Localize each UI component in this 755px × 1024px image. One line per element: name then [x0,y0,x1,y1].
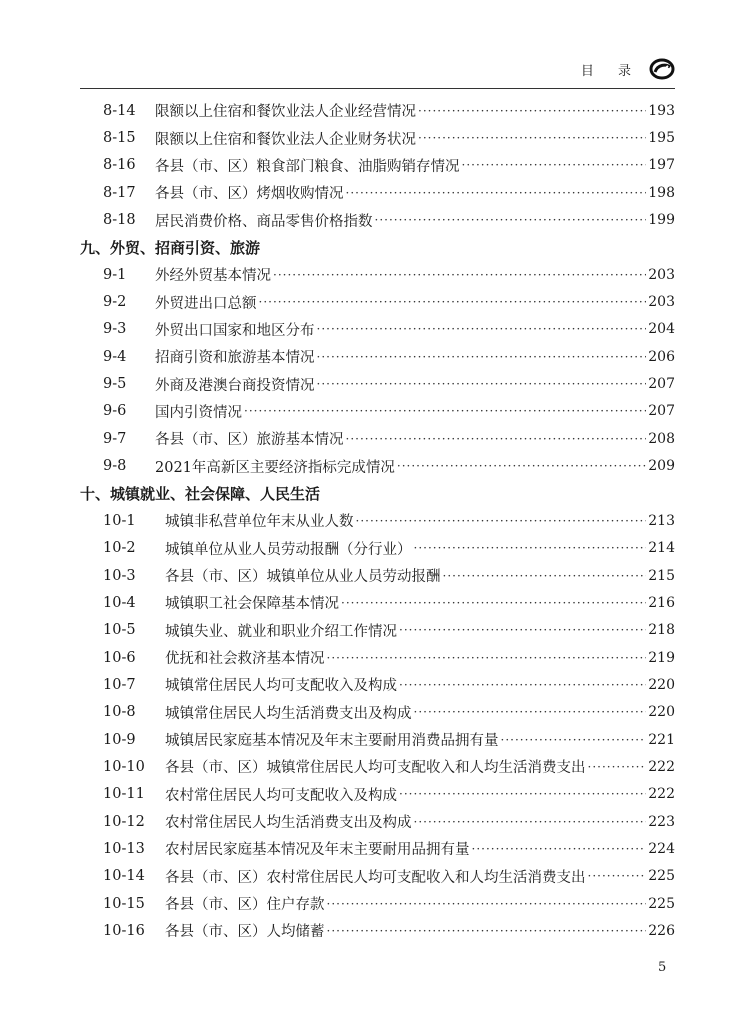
toc-entry[interactable] [80,917,675,944]
dot-leader [317,322,647,336]
toc-entry-title: 城镇常住居民人均可支配收入及构成 [165,678,397,695]
toc-entry-code: 10-1 [103,512,136,529]
toc-entry[interactable] [80,562,675,589]
running-header [581,58,675,80]
toc-entry[interactable] [80,835,675,862]
dot-leader [414,815,647,829]
toc-entry-title: 2021年高新区主要经济指标完成情况 [155,459,395,476]
toc-entry-title: 各县（市、区）农村常住居民人均可支配收入和人均生活消费支出 [165,869,586,886]
toc-entry-code: 9-5 [103,376,127,393]
toc-entry-title: 农村居民家庭基本情况及年末主要耐用品拥有量 [165,842,470,859]
toc-entry-page: 195 [648,130,675,147]
toc-entry-title: 外商及港澳台商投资情况 [155,377,315,394]
dot-leader [418,104,646,118]
toc-entry-title: 城镇居民家庭基本情况及年末主要耐用消费品拥有量 [165,733,499,750]
dot-leader [375,213,647,227]
toc-entry[interactable] [80,699,675,726]
toc-entry[interactable] [80,425,675,452]
dot-leader [418,131,646,145]
toc-entry-page: 198 [648,184,675,201]
toc-entry-page: 206 [648,348,675,365]
toc-entry-page: 203 [648,266,675,283]
toc-entry-title: 外经外贸基本情况 [155,268,271,285]
toc-entry-page: 220 [648,704,675,721]
dot-leader [588,869,647,883]
toc-entry-code: 10-12 [103,813,145,830]
toc-entry-page: 225 [648,868,675,885]
toc-entry-page: 209 [648,458,675,475]
toc-entry-title: 各县（市、区）人均储蓄 [165,924,325,941]
toc-entry-code: 10-15 [103,895,145,912]
section-heading[interactable]: 九、外贸、招商引资、旅游 [80,238,261,257]
toc-entry-code: 9-8 [103,458,127,475]
toc-entry-page: 220 [648,676,675,693]
toc-entry-page: 215 [648,567,675,584]
toc-entry-title: 招商引资和旅游基本情况 [155,350,315,367]
toc-entry-page: 199 [648,212,675,229]
toc-entry-code: 10-14 [103,868,145,885]
toc-entry-page: 207 [648,376,675,393]
toc-entry-title: 各县（市、区）住户存款 [165,897,325,914]
dot-leader [414,541,647,555]
dot-leader [244,404,646,418]
dot-leader [346,186,647,200]
toc-entry-code: 10-11 [103,786,145,803]
toc-entry-code: 9-6 [103,403,127,420]
toc-entry[interactable] [80,124,675,151]
toc-entry-page: 223 [648,813,675,830]
toc-entry[interactable] [80,398,675,425]
dot-leader [327,897,647,911]
toc-entry-page: 222 [648,758,675,775]
toc-entry-code: 8-14 [103,102,136,119]
dot-leader [462,158,647,172]
toc-entry[interactable] [80,863,675,890]
toc-entry[interactable] [80,781,675,808]
toc-entry[interactable] [80,808,675,835]
header-rule [80,88,675,89]
dot-leader [399,623,646,637]
toc-entry-code: 10-10 [103,758,145,775]
toc-entry-page: 222 [648,786,675,803]
toc-entry-page: 225 [648,895,675,912]
toc-entry-title: 居民消费价格、商品零售价格指数 [155,213,373,230]
toc-entry[interactable] [80,535,675,562]
toc-entry-code: 9-3 [103,321,127,338]
toc-entry-code: 9-4 [103,348,127,365]
toc-entry-title: 各县（市、区）城镇常住居民人均可支配收入和人均生活消费支出 [165,760,586,777]
toc-entry-code: 10-9 [103,731,136,748]
dot-leader [443,569,647,583]
dot-leader [273,268,646,282]
toc-entry-title: 城镇职工社会保障基本情况 [165,596,339,613]
toc-entry[interactable] [80,753,675,780]
toc-entry[interactable] [80,671,675,698]
dot-leader [259,295,647,309]
toc-entry-code: 9-7 [103,430,127,447]
toc-entry-title: 城镇非私营单位年末从业人数 [165,514,354,531]
toc-entry-code: 8-18 [103,212,136,229]
toc-entry-code: 10-4 [103,594,136,611]
toc-entry-code: 9-2 [103,294,127,311]
dot-leader [356,514,647,528]
page-number: 5 [658,960,667,975]
toc-entry-page: 193 [648,102,675,119]
toc-entry-title: 限额以上住宿和餐饮业法人企业经营情况 [155,104,416,121]
toc-entry-page: 216 [648,594,675,611]
toc-entry-page: 203 [648,294,675,311]
toc-entry-title: 城镇常住居民人均生活消费支出及构成 [165,705,412,722]
toc-entry-code: 10-5 [103,622,136,639]
table-of-contents [80,97,675,945]
toc-entry-page: 208 [648,430,675,447]
toc-entry[interactable] [80,261,675,288]
toc-entry-page: 207 [648,403,675,420]
toc-entry[interactable] [80,890,675,917]
toc-entry[interactable] [80,206,675,233]
toc-entry-title: 城镇单位从业人员劳动报酬（分行业） [165,541,412,558]
dot-leader [472,842,647,856]
toc-entry-code: 10-7 [103,676,136,693]
toc-entry-page: 219 [648,649,675,666]
toc-entry-code: 8-16 [103,157,136,174]
toc-entry-title: 外贸出口国家和地区分布 [155,322,315,339]
dot-leader [317,350,647,364]
toc-entry-code: 10-8 [103,704,136,721]
toc-entry[interactable] [80,288,675,315]
toc-entry[interactable] [80,370,675,397]
toc-entry-code: 10-13 [103,840,145,857]
toc-entry-title: 各县（市、区）城镇单位从业人员劳动报酬 [165,569,441,586]
toc-entry[interactable] [80,507,675,534]
toc-entry-code: 10-3 [103,567,136,584]
toc-entry-title: 各县（市、区）烤烟收购情况 [155,186,344,203]
dot-leader [588,760,647,774]
dot-leader [317,377,647,391]
toc-entry-code: 9-1 [103,266,127,283]
toc-entry-page: 218 [648,622,675,639]
section-heading[interactable]: 十、城镇就业、社会保障、人民生活 [80,484,321,503]
publication-logo-icon [649,58,675,80]
toc-entry-title: 优抚和社会救济基本情况 [165,651,325,668]
toc-entry-title: 限额以上住宿和餐饮业法人企业财务状况 [155,131,416,148]
toc-entry-code: 10-6 [103,649,136,666]
toc-entry-page: 221 [648,731,675,748]
toc-entry-code: 8-15 [103,130,136,147]
toc-entry[interactable] [80,452,675,479]
toc-entry-code: 10-16 [103,922,145,939]
toc-entry-title: 国内引资情况 [155,404,242,421]
toc-entry[interactable] [80,179,675,206]
toc-entry[interactable] [80,152,675,179]
dot-leader [501,733,647,747]
dot-leader [397,459,646,473]
dot-leader [414,705,647,719]
toc-entry-title: 外贸进出口总额 [155,295,257,312]
toc-entry-title: 农村常住居民人均生活消费支出及构成 [165,815,412,832]
toc-entry-page: 213 [648,512,675,529]
toc-entry-title: 城镇失业、就业和职业介绍工作情况 [165,623,397,640]
header-title: 目 录 [580,63,641,79]
dot-leader [341,596,646,610]
toc-entry-page: 214 [648,540,675,557]
toc-entry-page: 204 [648,321,675,338]
toc-entry-code: 10-2 [103,540,136,557]
toc-entry-code: 8-17 [103,184,136,201]
dot-leader [327,651,647,665]
toc-entry[interactable] [80,97,675,124]
toc-entry-title: 各县（市、区）旅游基本情况 [155,432,344,449]
dot-leader [327,924,647,938]
toc-entry[interactable] [80,589,675,616]
toc-entry[interactable] [80,617,675,644]
dot-leader [399,787,646,801]
toc-entry[interactable] [80,726,675,753]
toc-entry[interactable] [80,316,675,343]
toc-entry[interactable] [80,644,675,671]
toc-entry-title: 各县（市、区）粮食部门粮食、油脂购销存情况 [155,158,460,175]
dot-leader [346,432,647,446]
toc-entry-title: 农村常住居民人均可支配收入及构成 [165,787,397,804]
toc-entry[interactable] [80,343,675,370]
toc-entry-page: 197 [648,157,675,174]
dot-leader [399,678,646,692]
toc-entry-page: 224 [648,840,675,857]
toc-entry-page: 226 [648,922,675,939]
